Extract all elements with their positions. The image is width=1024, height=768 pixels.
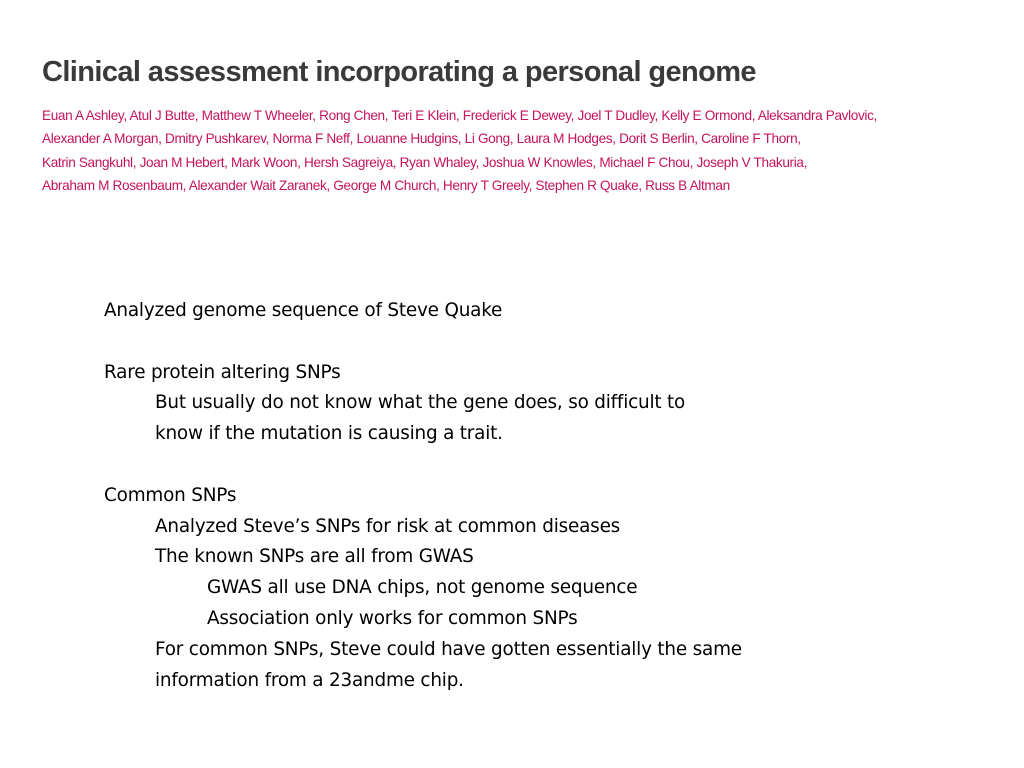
- common-snps-point-3-line-1: For common SNPs, Steve could have gotten essentially the same: [155, 638, 742, 660]
- author-line-2: Alexander A Morgan, Dmitry Pushkarev, Norma F Neff, Louanne Hudgins, Li Gong, Laura M Hodges, Dorit S Berlin, Caroline F Thorn,: [42, 131, 801, 147]
- gwas-subpoint-2: Association only works for common SNPs: [207, 607, 578, 629]
- common-snps-point-1: Analyzed Steve’s SNPs for risk at common diseases: [155, 515, 621, 537]
- gwas-subpoint-1: GWAS all use DNA chips, not genome sequence: [207, 577, 638, 599]
- common-snps-heading: Common SNPs: [104, 484, 237, 506]
- paper-header: [42, 52, 972, 197]
- author-line-4: Abraham M Rosenbaum, Alexander Wait Zaranek, George M Church, Henry T Greely, Stephen R Quake, Russ B Altman: [42, 177, 730, 193]
- common-snps-point-3-line-2: information from a 23andme chip.: [155, 669, 464, 691]
- rare-snps-heading: Rare protein altering SNPs: [104, 361, 341, 383]
- author-line-1: Euan A Ashley, Atul J Butte, Matthew T Wheeler, Rong Chen, Teri E Klein, Frederick E Dewey, Joel T Dudley, Kelly E Ormond, Aleksandra Pavlovic,: [42, 108, 877, 123]
- intro-text: Analyzed genome sequence of Steve Quake: [104, 300, 503, 321]
- spacer: [104, 450, 904, 481]
- paper-title: Clinical assessment incorporating a personal genome: [42, 56, 756, 88]
- common-snps-point-2: The known SNPs are all from GWAS: [155, 546, 474, 568]
- rare-snps-point-line-1: But usually do not know what the gene does, so difficult to: [155, 392, 686, 414]
- spacer: [104, 327, 904, 358]
- author-list: [42, 104, 972, 197]
- slide-body: [104, 296, 904, 696]
- rare-snps-point-line-2: know if the mutation is causing a trait.: [155, 423, 503, 445]
- author-line-3: Katrin Sangkuhl, Joan M Hebert, Mark Woon, Hersh Sagreiya, Ryan Whaley, Joshua W Knowles, Michael F Chou, Joseph V Thakuria,: [42, 154, 808, 170]
